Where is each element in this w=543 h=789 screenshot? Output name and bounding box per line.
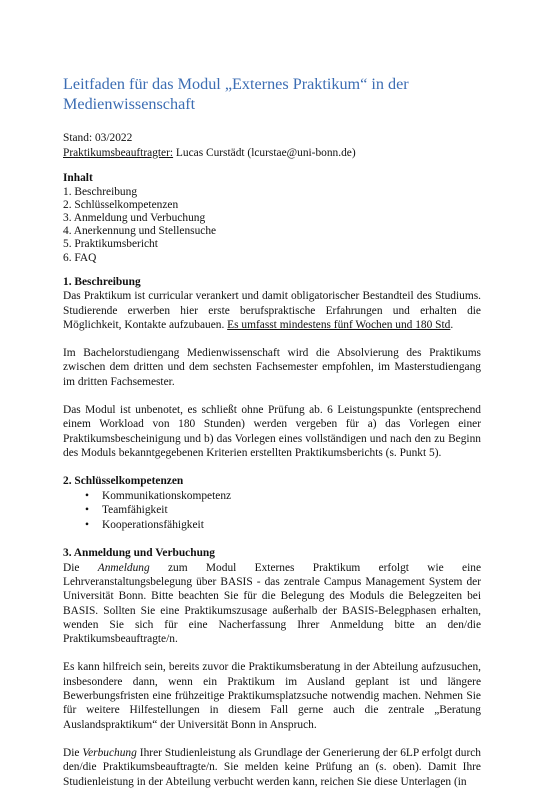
section-3-p1-rest: zum Modul Externes Praktikum erfolgt wie eine Lehrveranstaltungsbelegung über BASIS - das zentrale Campus Management System der Universität Bonn. Bitte beachten Sie für die Belegung des Moduls die Belegzeiten bei BASIS. Sollten Sie eine Praktikumszusage außerhalb der BASIS-Belegphasen erhalten, wenden Sie sich für eine Nacherfassung Ihrer Anmeldung bitte an den/die Praktikumsbeauftragte/n. (63, 561, 482, 646)
bullet-icon: • (85, 518, 89, 531)
section-3-p3-start: Die (63, 746, 83, 759)
competency-list (63, 489, 481, 533)
competency-label: Teamfähigkeit (102, 504, 168, 517)
contact-label: Praktikumsbeauftragter: (63, 146, 174, 159)
toc-item-beschreibung: 1. Beschreibung (63, 185, 138, 198)
contact-line (63, 146, 481, 161)
section-3-p1-start: Die (63, 561, 98, 574)
section-3-paragraph-2: Es kann hilfreich sein, bereits zuvor die Praktikumsberatung in der Abteilung aufzusuchen, insbesondere dann, wenn ein Praktikum im Ausland geplant ist und längere Bewerbungsfristen eine frühzeitige Praktikumsplatzsuche notwendig machen. Nehmen Sie für weitere Hilfestellungen in diesem Fall gerne auch die zentrale „Beratung Auslandspraktikum“ der Universität Bonn in Anspruch. (63, 661, 481, 731)
toc-heading: Inhalt (63, 172, 93, 184)
section-1-p1-end: . (450, 318, 454, 331)
document-body (63, 74, 481, 789)
section-1-paragraph-3: Das Modul ist unbenotet, es schließt ohne Prüfung ab. 6 Leistungspunkte (entsprechend einem Workload von 180 Stunden) werden vergeben für a) das Vorlegen einer Praktikumsbescheinigung und b) das Vorlegen eines vollständigen und nach den zu Beginn des Moduls bekanntgegebenen Kriterien erstellten Praktikumsberichts (s. Punkt 5). (63, 404, 481, 459)
section-2-heading: 2. Schlüsselkompetenzen (63, 475, 184, 488)
competency-label: Kommunikationskompetenz (102, 489, 232, 502)
toc-item-anmeldung: 3. Anmeldung und Verbuchung (63, 211, 206, 224)
section-1-paragraph-2: Im Bachelorstudiengang Medienwissenschaft wird die Absolvierung des Praktikums zwischen dem dritten und dem sechsten Fachsemester empfohlen, im Masterstudiengang im dritten Fachsemester. (63, 347, 481, 388)
document-stand: Stand: 03/2022 (63, 132, 133, 144)
section-3-paragraph-3 (63, 746, 481, 789)
toc-item-anerkennung: 4. Anerkennung und Stellensuche (63, 225, 217, 238)
section-1-p1-underlined: Es umfasst mindestens fünf Wochen und 180 Std (227, 318, 451, 331)
section-1-paragraph-1 (63, 289, 481, 332)
bullet-icon: • (85, 504, 89, 517)
toc-item-schluesselkompetenzen: 2. Schlüsselkompetenzen (63, 198, 179, 211)
toc-item-faq: 6. FAQ (63, 251, 97, 264)
section-3-p3-emphasis: Verbuchung (82, 746, 137, 759)
section-3-p1-emphasis: Anmeldung (97, 561, 150, 574)
list-item (85, 518, 481, 533)
section-1-p1-text: Das Praktikum ist curricular verankert und damit obligatorischer Bestandteil des Studiums. Studierende erwerben hier erste berufspraktische Erfahrungen und erhalten die Möglichkeit, Kontakte aufzubauen. (63, 290, 481, 331)
bullet-icon: • (85, 489, 89, 502)
document-title: Leitfaden für das Modul „Externes Praktikum“ in der Medienwissenschaft (63, 75, 409, 113)
section-1-heading: 1. Beschreibung (63, 275, 141, 288)
list-item (85, 503, 481, 518)
toc-item-praktikumsbericht: 5. Praktikumsbericht (63, 238, 158, 251)
section-3-paragraph-1 (63, 561, 481, 647)
contact-value: Lucas Curstädt (lcurstae@uni-bonn.de) (173, 146, 356, 159)
competency-label: Kooperationsfähigkeit (102, 518, 204, 531)
section-3-p3-rest: Ihrer Studienleistung als Grundlage der Generierung der 6LP erfolgt durch den/die Praktikumsbeauftragte/n. Sie melden keine Prüfung an (s. oben). Damit Ihre Studienleistung in der Abteilung verbucht werden kann, reichen Sie diese Unterlagen (in (63, 746, 481, 788)
table-of-contents (63, 186, 481, 265)
list-item (85, 489, 481, 504)
section-3-heading: 3. Anmeldung und Verbuchung (63, 547, 215, 560)
